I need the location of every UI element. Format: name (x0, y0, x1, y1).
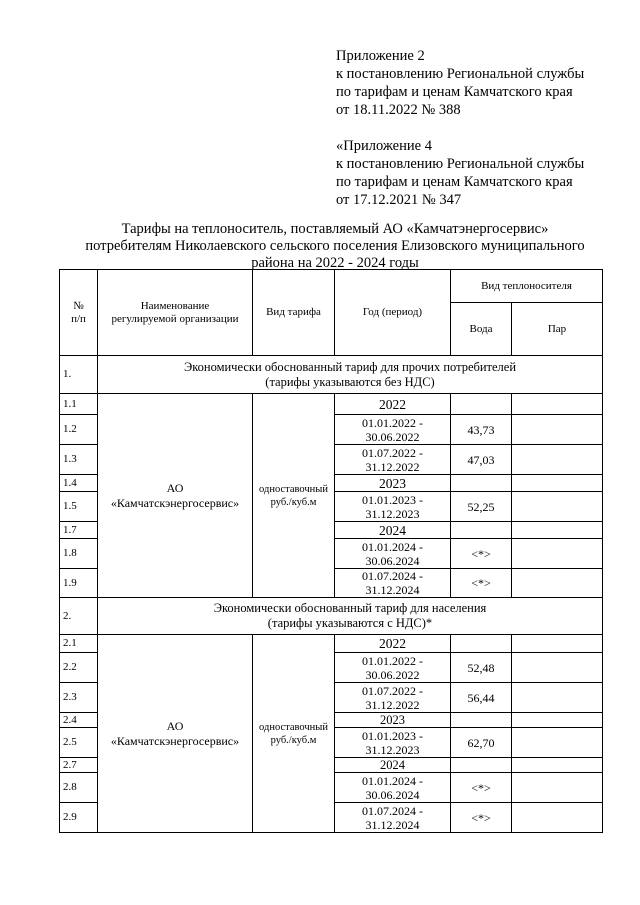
water-cell: 62,70 (451, 728, 512, 758)
water-cell: <*> (451, 803, 512, 833)
header-organization: Наименование регулируемой организации (98, 270, 253, 356)
steam-cell (512, 492, 603, 522)
organization-cell: АО «Камчатскэнергосервис» (98, 635, 253, 833)
row-number: 1.7 (60, 522, 98, 539)
header-tariff-kind: Вид тарифа (253, 270, 335, 356)
organization-cell: АО «Камчатскэнергосервис» (98, 394, 253, 598)
appendix-line: «Приложение 4 (336, 138, 432, 154)
steam-cell (512, 394, 603, 415)
year-cell: 2024 (335, 522, 451, 539)
period-cell: 01.01.2024 - 30.06.2024 (335, 539, 451, 569)
appendix-line: от 18.11.2022 № 388 (336, 102, 461, 118)
appendix-line: от 17.12.2021 № 347 (336, 192, 462, 208)
appendix-line: к постановлению Региональной службы (336, 66, 585, 82)
water-cell (451, 713, 512, 728)
period-cell: 01.01.2022 - 30.06.2022 (335, 415, 451, 445)
row-number: 1.3 (60, 445, 98, 475)
water-cell (451, 522, 512, 539)
steam-cell (512, 758, 603, 773)
appendix-2-reference (336, 47, 626, 119)
header-water: Вода (451, 303, 512, 356)
header-steam: Пар (512, 303, 603, 356)
appendix-line: по тарифам и ценам Камчатского края (336, 84, 573, 100)
row-number: 1.5 (60, 492, 98, 522)
row-number: 1.4 (60, 475, 98, 492)
water-cell: <*> (451, 773, 512, 803)
water-cell: 47,03 (451, 445, 512, 475)
steam-cell (512, 569, 603, 598)
period-cell: 01.07.2022 - 31.12.2022 (335, 445, 451, 475)
title-line: Тарифы на теплоноситель, поставляемый АО «Камчатэнергосервис» (121, 221, 549, 237)
appendix-4-reference (336, 137, 626, 209)
water-cell: 56,44 (451, 683, 512, 713)
period-cell: 01.01.2023 - 31.12.2023 (335, 728, 451, 758)
appendix-line: по тарифам и ценам Камчатского края (336, 174, 573, 190)
period-cell: 01.01.2024 - 30.06.2024 (335, 773, 451, 803)
water-cell (451, 635, 512, 653)
section-number: 2. (60, 598, 98, 635)
steam-cell (512, 475, 603, 492)
period-cell: 01.01.2023 - 31.12.2023 (335, 492, 451, 522)
row-number: 2.2 (60, 653, 98, 683)
row-number: 2.1 (60, 635, 98, 653)
period-cell: 01.07.2024 - 31.12.2024 (335, 803, 451, 833)
water-cell: <*> (451, 569, 512, 598)
appendix-line: к постановлению Региональной службы (336, 156, 585, 172)
year-cell: 2022 (335, 394, 451, 415)
steam-cell (512, 635, 603, 653)
water-cell (451, 758, 512, 773)
header-carrier-kind: Вид теплоносителя (451, 270, 603, 303)
water-cell (451, 394, 512, 415)
water-cell: <*> (451, 539, 512, 569)
header-year-period: Год (период) (335, 270, 451, 356)
header-num: № п/п (60, 270, 98, 356)
tariff-kind-cell: одноставочный руб./куб.м (253, 394, 335, 598)
year-cell: 2023 (335, 713, 451, 728)
tariff-table (59, 269, 603, 833)
table-row (60, 394, 603, 415)
period-cell: 01.07.2022 - 31.12.2022 (335, 683, 451, 713)
row-number: 1.8 (60, 539, 98, 569)
document-title (60, 221, 610, 272)
steam-cell (512, 728, 603, 758)
section-title: Экономически обоснованный тариф для населения (тарифы указываются с НДС)* (98, 598, 603, 635)
steam-cell (512, 803, 603, 833)
row-number: 2.3 (60, 683, 98, 713)
period-cell: 01.07.2024 - 31.12.2024 (335, 569, 451, 598)
water-cell: 52,48 (451, 653, 512, 683)
steam-cell (512, 539, 603, 569)
steam-cell (512, 683, 603, 713)
steam-cell (512, 713, 603, 728)
row-number: 2.4 (60, 713, 98, 728)
section-row (60, 356, 603, 394)
water-cell (451, 475, 512, 492)
row-number: 2.9 (60, 803, 98, 833)
steam-cell (512, 445, 603, 475)
section-number: 1. (60, 356, 98, 394)
water-cell: 43,73 (451, 415, 512, 445)
tariff-kind-cell: одноставочный руб./куб.м (253, 635, 335, 833)
steam-cell (512, 773, 603, 803)
year-cell: 2022 (335, 635, 451, 653)
row-number: 1.9 (60, 569, 98, 598)
appendix-line: Приложение 2 (336, 48, 425, 64)
period-cell: 01.01.2022 - 30.06.2022 (335, 653, 451, 683)
water-cell: 52,25 (451, 492, 512, 522)
row-number: 1.1 (60, 394, 98, 415)
year-cell: 2023 (335, 475, 451, 492)
title-line: потребителям Николаевского сельского поселения Елизовского муниципального (85, 238, 585, 254)
row-number: 2.5 (60, 728, 98, 758)
table-row (60, 635, 603, 653)
steam-cell (512, 522, 603, 539)
row-number: 1.2 (60, 415, 98, 445)
section-title: Экономически обоснованный тариф для прочих потребителей (тарифы указываются без НДС) (98, 356, 603, 394)
row-number: 2.8 (60, 773, 98, 803)
title-line: района на 2022 - 2024 годы (251, 255, 419, 271)
steam-cell (512, 415, 603, 445)
row-number: 2.7 (60, 758, 98, 773)
steam-cell (512, 653, 603, 683)
year-cell: 2024 (335, 758, 451, 773)
section-row (60, 598, 603, 635)
